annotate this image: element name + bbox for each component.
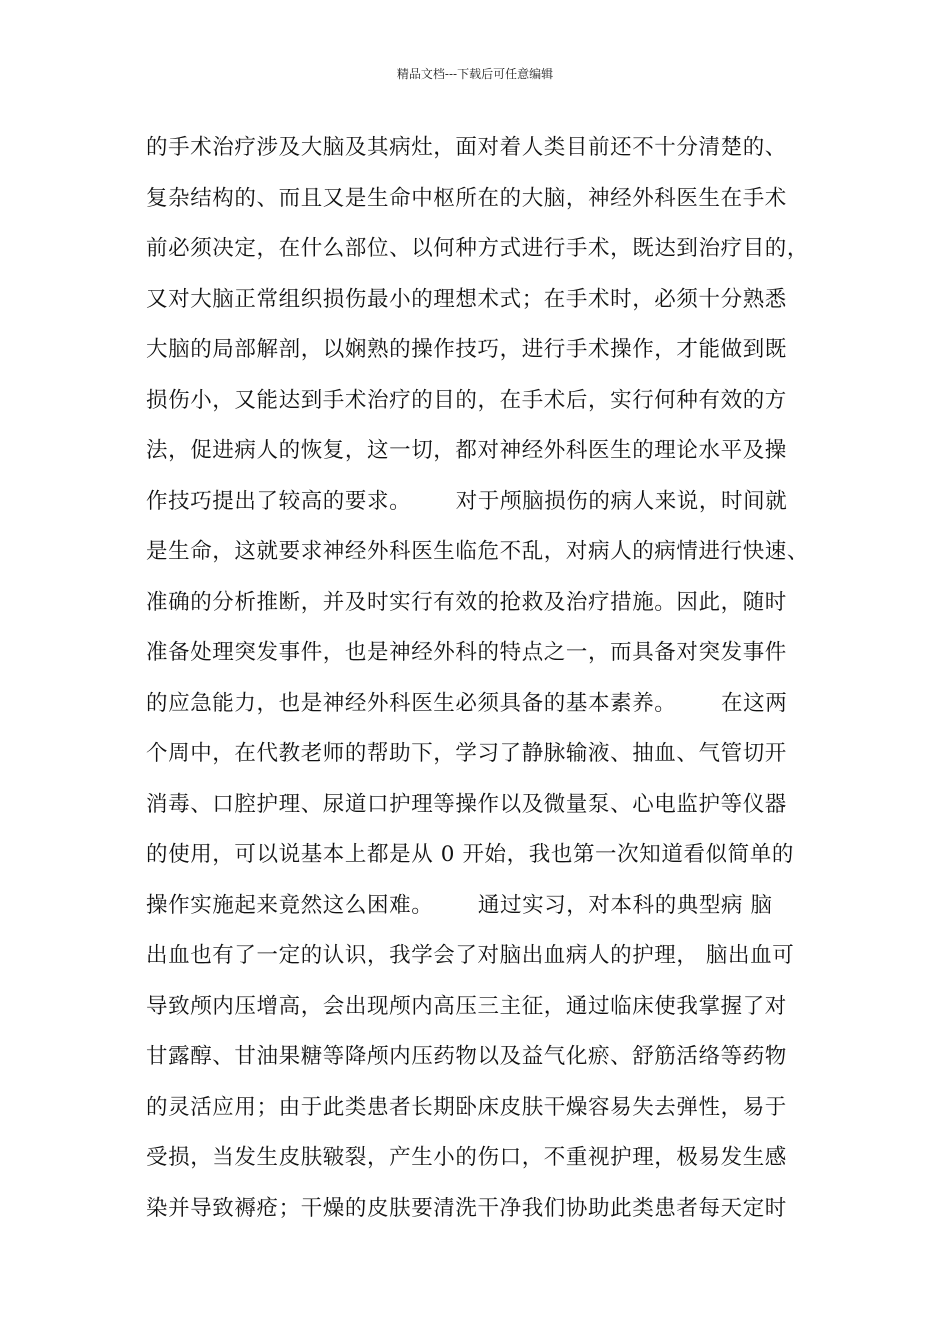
text-line: 准确的分析推断，并及时实行有效的抢救及治疗措施。因此，随时 xyxy=(146,589,787,615)
text-line: 的使用，可以说基本上都是从 0 开始，我也第一次知道看似简单的 xyxy=(146,842,794,867)
text-line: 准备处理突发事件，也是神经外科的特点之一，而具备对突发事件 xyxy=(146,640,787,665)
text-line: 个周中，在代教老师的帮助下，学习了静脉输液、抽血、气管切开 xyxy=(146,741,787,766)
text-line: 是生命，这就要求神经外科医生临危不乱，对病人的病情进行快速、 xyxy=(146,539,810,564)
text-line: 操作实施起来竟然这么困难。 通过实习，对本科的典型病 脑 xyxy=(146,892,773,918)
text-line: 染并导致褥疮；干燥的皮肤要清洗干净我们协助此类患者每天定时 xyxy=(146,1195,787,1221)
text-line: 复杂结构的、而且又是生命中枢所在的大脑，神经外科医生在手术 xyxy=(146,185,787,211)
body-text xyxy=(146,130,846,1241)
text-line: 导致颅内压增高，会出现颅内高压三主征，通过临床使我掌握了对 xyxy=(146,993,787,1019)
text-line: 大脑的局部解剖，以娴熟的操作技巧，进行手术操作，才能做到既 xyxy=(146,337,787,362)
text-line: 受损，当发生皮肤皲裂，产生小的伤口，不重视护理，极易发生感 xyxy=(146,1145,787,1170)
text-line: 前必须决定，在什么部位、以何种方式进行手术，既达到治疗目的， xyxy=(146,236,810,261)
text-line: 的灵活应用；由于此类患者长期卧床皮肤干燥容易失去弹性，易于 xyxy=(146,1094,787,1120)
text-line: 的手术治疗涉及大脑及其病灶，面对着人类目前还不十分清楚的、 xyxy=(146,135,787,160)
text-line: 损伤小，又能达到手术治疗的目的，在手术后，实行何种有效的方 xyxy=(146,387,787,413)
text-line: 出血也有了一定的认识，我学会了对脑出血病人的护理， 脑出血可 xyxy=(146,943,795,968)
text-line: 又对大脑正常组织损伤最小的理想术式；在手术时，必须十分熟悉 xyxy=(146,286,787,312)
text-line: 作技巧提出了较高的要求。 对于颅脑损伤的病人来说，时间就 xyxy=(146,488,788,514)
text-line: 法，促进病人的恢复，这一切，都对神经外科医生的理论水平及操 xyxy=(146,438,787,463)
page-header: 精品文档---下载后可任意编辑 xyxy=(396,67,554,81)
text-line: 甘露醇、甘油果糖等降颅内压药物以及益气化瘀、舒筋活络等药物 xyxy=(146,1044,787,1069)
text-line: 的应急能力，也是神经外科医生必须具备的基本素养。 在这两 xyxy=(146,690,788,716)
text-line: 消毒、口腔护理、尿道口护理等操作以及微量泵、心电监护等仪器 xyxy=(146,791,787,817)
